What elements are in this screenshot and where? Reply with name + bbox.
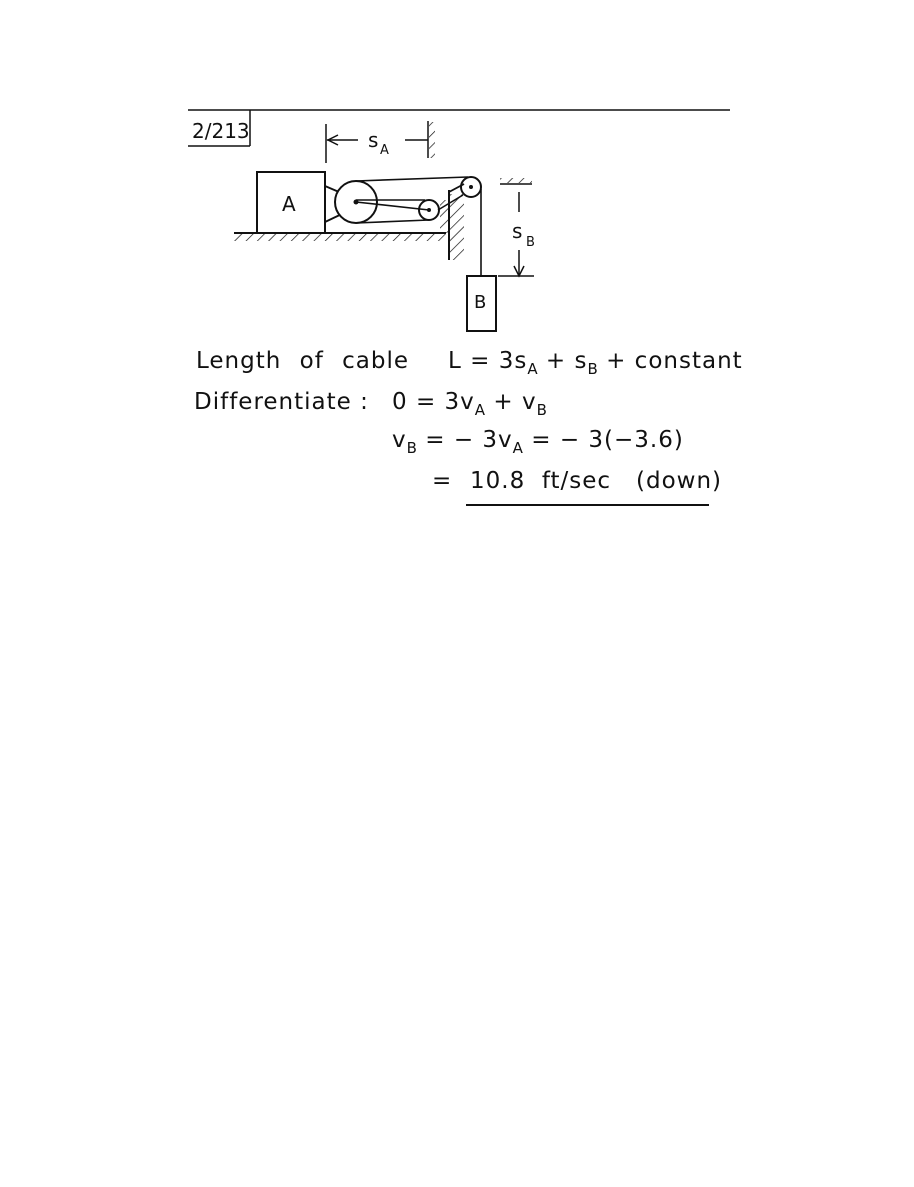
sa-subscript: A — [380, 143, 389, 158]
result-equals: = — [432, 468, 453, 494]
sa-fixed-ref-hatching — [429, 122, 435, 158]
vb-sub-b: B — [406, 439, 417, 457]
problem-number: 2/213 — [192, 119, 250, 143]
differentiate-eq-mid: + v — [485, 389, 537, 415]
equation-differentiate-line — [194, 389, 547, 419]
block-b-label: B — [474, 292, 487, 313]
vb-lhs: v — [392, 427, 407, 453]
support-wall-hatching — [450, 194, 464, 260]
sb-symbol: s — [512, 219, 523, 243]
length-eq-start: L = 3s — [448, 348, 528, 374]
differentiate-eq-start: 0 = 3v — [392, 389, 475, 415]
differentiate-prefix: Differentiate : — [194, 389, 369, 415]
result-underline — [466, 504, 709, 506]
equation-result-line — [432, 468, 722, 494]
length-sub-a: A — [527, 360, 538, 378]
vb-sub-a: A — [512, 439, 523, 457]
sb-subscript: B — [526, 235, 535, 250]
sb-ceiling-hatching — [500, 178, 532, 183]
vb-mid: = − 3v — [416, 427, 513, 453]
equation-length-line — [196, 348, 743, 378]
length-sub-b: B — [587, 360, 598, 378]
sa-symbol: s — [368, 128, 379, 152]
floor-hatching — [234, 234, 446, 241]
differentiate-sub-a: A — [474, 401, 486, 419]
length-eq-mid: + s — [537, 348, 588, 374]
block-a-label: A — [282, 192, 296, 216]
length-eq-tail: + constant — [597, 348, 743, 374]
result-value: 10.8 ft/sec (down) — [470, 468, 723, 494]
length-prefix: Length of cable — [196, 348, 410, 374]
small-pulley-mount — [440, 200, 449, 233]
pulley-corner-hub — [469, 185, 473, 189]
differentiate-sub-b: B — [536, 401, 547, 419]
vb-tail: = − 3(−3.6) — [522, 427, 684, 453]
equation-vb-line — [392, 427, 684, 457]
